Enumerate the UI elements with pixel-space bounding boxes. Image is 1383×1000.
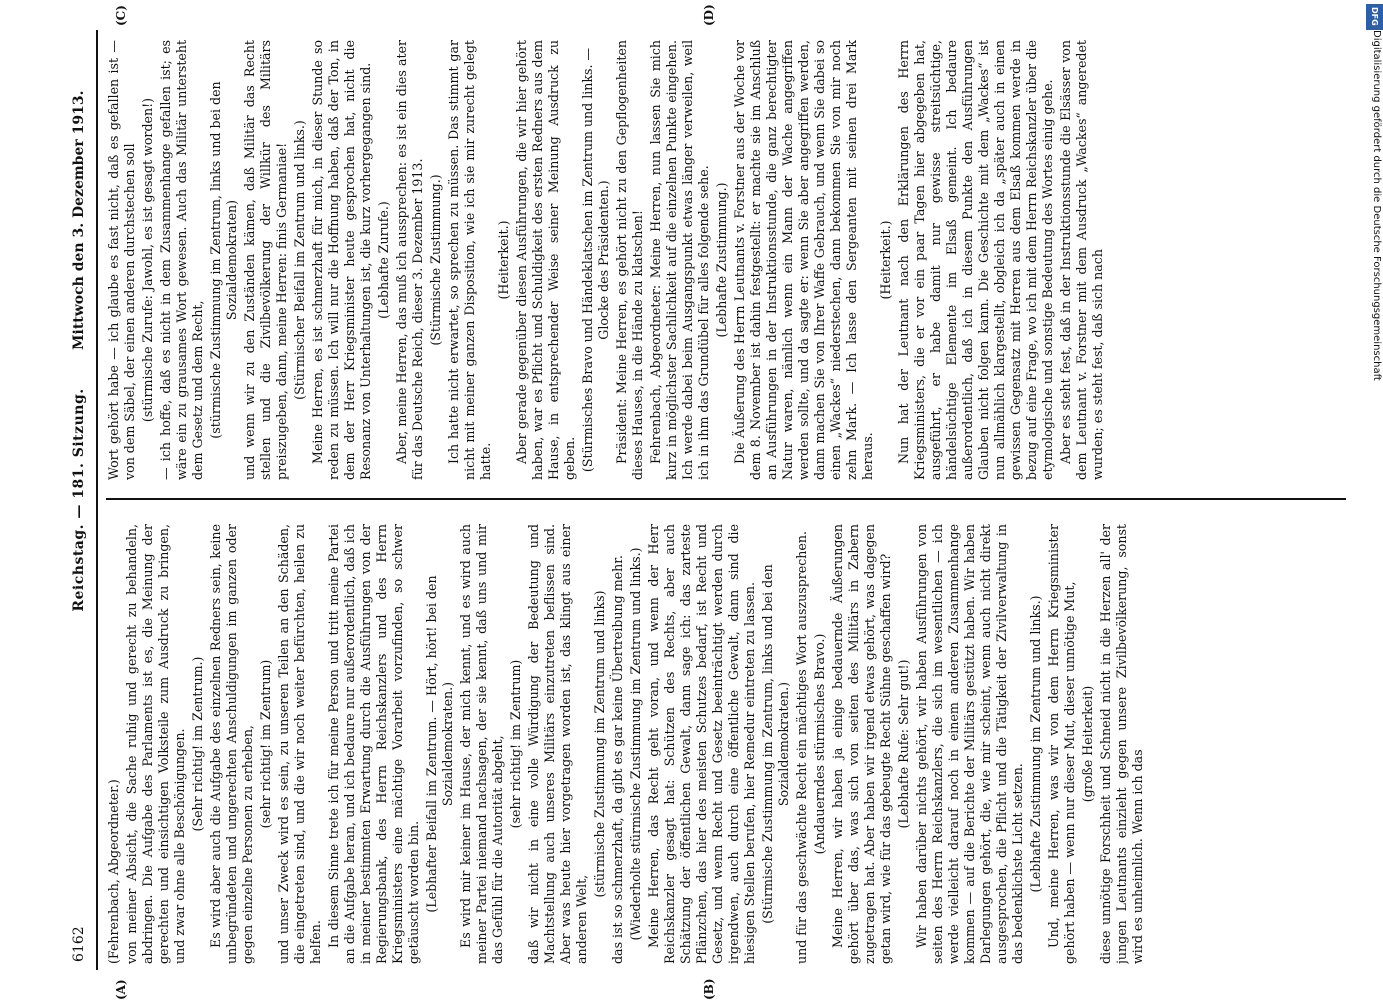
left-column xyxy=(106,524,1346,964)
interjection: (Lebhafte Zustimmung.) xyxy=(714,182,729,338)
paragraph: das ist so schmerzhaft, da gibt es gar keine Übertreibung mehr. xyxy=(610,555,625,964)
paragraph: — ich hoffe, daß es nicht in dem Zusammenhange gefallen ist; es wäre ein zu grausames Wort gewesen. Auch das Militär untersteht dem Gesetz und dem Recht, xyxy=(158,40,205,480)
interjection: (sehr richtig! im Zentrum) xyxy=(508,659,523,829)
interjection: (Lebhafte Zurufe.) xyxy=(376,201,391,319)
right-column xyxy=(106,40,1346,480)
paragraph: Es wird mir keiner im Hause, der mich kennt, und es wird auch meiner Partei niemand nachsagen, der sie kennt, daß uns und mir das Gefühl für die Autorität abgeht, xyxy=(458,524,505,964)
paragraph: Die Äußerung des Herrn Leutnants v. Forstner aus der Woche vor dem 8. November ist dahin festgestellt: er machte sie im Anschluß an Ausführungen in der Instruktionsstunde, die ganz berechtigter Natur waren, nämlich wenn ein Mann der Wache angegriffen werden sollte, und da sagte er: wenn Sie aber angegriffen werden, dann machen Sie von Ihrer Waffe Gebrauch, und wenn Sie dabei so einen „Wackes“ niederstechen, dann bekommen Sie von mir noch zehn Mark. — Ich lasse den Sergeanten mit seinen drei Mark heraus. xyxy=(732,40,875,480)
paragraph: Wort gehört habe — ich glaube es fast nicht, daß es gefallen ist — von dem Säbel, der einen anderen durchstechen soll xyxy=(106,40,137,480)
credit-text: Digitalisierung gefördert durch die Deutsche Forschungsgemeinschaft xyxy=(1371,30,1382,381)
paragraph: (Fehrenbach, Abgeordneter.) xyxy=(106,779,121,964)
paragraph: daß wir nicht in eine volle Würdigung der Bedeutung und Machtstellung auch unseres Militärs einzutreten beflissen sind. Aber was heute hier vorgetragen worden ist, das klingt aus einer anderen Welt, xyxy=(526,524,589,964)
session-date: Mittwoch den 3. Dezember 1913. xyxy=(71,90,87,350)
interjection: (Lebhafter Beifall im Zentrum. — Hört, hört! bei den Sozialdemokraten.) xyxy=(424,575,455,913)
interjection: (Sehr richtig! im Zentrum.) xyxy=(190,656,205,832)
interjection: (stürmische Zustimmung im Zentrum, links und bei den Sozialdemokraten) xyxy=(208,81,239,439)
interjection: (Stürmische Zustimmung im Zentrum, links und bei den Sozialdemokraten.) xyxy=(760,564,791,924)
interjection: (Stürmische Zustimmung.) xyxy=(428,174,443,346)
interjection: (Stürmisches Bravo und Händeklatschen im Zentrum und links. — Glocke des Präsidenten.) xyxy=(580,47,611,473)
paragraph: Meine Herren, es ist schmerzhaft für mich, in dieser Stunde so reden zu müssen. Ich will nur die Hoffnung haben, daß der Ton, in dem der Herr Kriegsminister heute gesprochen hat, nicht die Resonanz von Unterhaltungen ist, die kurz vorhergegangen sind. xyxy=(310,40,373,480)
margin-marker-b: (B) xyxy=(702,978,716,1000)
page-header xyxy=(62,30,98,970)
paragraph: Und, meine Herren, was wir von dem Herrn Kriegsminister gehört haben — wenn nur dieser Mut, dieser unnötige Mut, xyxy=(1046,524,1077,964)
interjection: (stürmische Zustimmung im Zentrum und links) xyxy=(592,590,607,898)
page-title: Reichstag. — 181. Sitzung. xyxy=(71,388,87,612)
interjection: (stürmische Zurufe: Jawohl, es ist gesagt worden!) xyxy=(140,97,155,423)
digitization-credit xyxy=(1370,30,1383,430)
paragraph: Aber gerade gegenüber diesen Ausführungen, die wir hier gehört haben, war es Pflicht und Schuldigkeit des ersten Redners aus dem Hause, in entsprechender Weise seiner Meinung Ausdruck zu geben. xyxy=(514,40,577,480)
column-divider xyxy=(106,498,1346,500)
paragraph: und wenn wir zu den Zuständen kämen, daß Militär das Recht stellen und die Zivilbevölkerung der Willkür des Militärs preiszugeben, dann, meine Herren: finis Germaniae! xyxy=(242,40,289,480)
paragraph: Aber es steht fest, daß in der Instruktionsstunde die Elsässer von dem Leutnant v. Forstner mit dem Ausdruck „Wackes“ angeredet wurden; es steht fest, daß sich nach xyxy=(1058,40,1105,480)
page-number: 6162 xyxy=(71,926,87,962)
interjection: (Stürmischer Beifall im Zentrum und links.) xyxy=(292,120,307,400)
interjection: (große Heiterkeit) xyxy=(1080,685,1095,803)
interjection: (Lebhafte Rufe: Sehr gut!) xyxy=(896,659,911,829)
paragraph: Aber, meine Herren, das muß ich aussprechen: es ist ein dies ater für das Deutsche Reich, dieser 3. Dezember 1913. xyxy=(394,40,425,480)
interjection: (Wiederholte stürmische Zustimmung im Zentrum und links.) xyxy=(628,547,643,941)
margin-marker-c: (C) xyxy=(114,5,128,26)
margin-marker-a: (A) xyxy=(114,979,128,1000)
paragraph: und für das geschwächte Recht ein mächtiges Wort auszusprechen. xyxy=(794,531,809,964)
paragraph: Fehrenbach, Abgeordneter: Meine Herren, nun lassen Sie mich kurz in möglichster Sachlichkeit auf die einzelnen Punkte eingehen. Ich werde dabei beim Ausgangspunkt etwas länger verweilen, weil ich in ihm das Grundübel für alles folgende sehe. xyxy=(648,40,711,480)
paragraph: Meine Herren, wir haben ja einige bedauernde Äußerungen gehört über das, was sich von seiten des Militärs in Zabern zugetragen hat. Aber haben wir irgend etwas gehört, was dagegen getan wird, wie für das gebeugte Recht Sühne geschaffen wird? xyxy=(830,524,893,964)
dfg-logo: DFG xyxy=(1366,4,1383,30)
interjection: (Heiterkeit.) xyxy=(496,220,511,300)
paragraph: und unser Zweck wird es sein, zu unseren Teilen an den Schäden, die eingetreten sind, und die wir noch weiter befürchten, heilen zu helfen. xyxy=(276,524,323,964)
interjection: (Lebhafte Zustimmung im Zentrum und links.) xyxy=(1028,595,1043,893)
interjection: (Heiterkeit.) xyxy=(878,220,893,300)
paragraph: Wir haben darüber nichts gehört, wir haben Ausführungen von seiten des Herrn Reichskanzlers, die sich im wesentlichen — ich werde vielleicht darauf noch in einem anderen Zusammenhange kommen — auf die Berichte der Militärs gestützt haben. Wir haben Darlegungen gehört, die, wie mir scheint, wenn auch nicht direkt ausgesprochen, die Pflicht und die Tätigkeit der Zivilverwaltung in das bedenklichste Licht setzen. xyxy=(914,524,1025,964)
paragraph: Es wird aber auch die Aufgabe des einzelnen Redners sein, keine unbegründeten und ungerechten Anschuldigungen im ganzen oder gegen einzelne Personen zu erheben, xyxy=(208,524,255,964)
paragraph: Präsident: Meine Herren, es gehört nicht zu den Gepflogenheiten dieses Hauses, in die Hände zu klatschen! xyxy=(614,40,645,480)
paragraph: Meine Herren, das Recht geht voran, und wenn der Herr Reichskanzler gesagt hat: Schützen des Rechts, aber auch Schätzung der öffentlichen Gewalt, dann sage ich: das zarteste Pflänzchen, das hier des meisten Schutzes bedarf, ist Recht und Gesetz, und wenn Recht und Gesetz beeinträchtigt werden durch irgendwen, auch durch eine öffentliche Gewalt, dann sind die hiesigen Stellen berufen, hier Remedur eintreten zu lassen. xyxy=(646,524,757,964)
paragraph: Nun hat der Leutnant nach den Erklärungen des Herrn Kriegsministers, die er vor ein paar Tagen hier abgegeben hat, ausgeführt, er habe damit nur gewisse streitsüchtige, händelsüchtige Elemente im Elsaß gemeint. Ich bedaure außerordentlich, daß ich in diesem Punkte den Ausführungen Glauben nicht folgen kann. Die Geschichte mit dem „Wackes“ ist nun allmählich klargestellt, obgleich ich da „später auch in einen gewissen Gegensatz mit Herren aus dem Elsaß kommen werde in bezug auf eine Frage, wo ich mit dem Herrn Reichskanzler über die etymologische und sonstige Bedeutung des Wortes einig gehe. xyxy=(896,40,1055,480)
rotated-page-content xyxy=(62,4,1352,1000)
paragraph: Ich hatte nicht erwartet, so sprechen zu müssen. Das stimmt gar nicht mit meiner ganzen Disposition, wie ich sie mir zurecht gelegt hatte. xyxy=(446,40,493,480)
margin-marker-d: (D) xyxy=(702,4,716,26)
interjection: (Andauerndes stürmisches Bravo.) xyxy=(812,633,827,855)
paragraph: In diesem Sinne trete ich für meine Person und tritt meine Partei an die Aufgabe heran, und ich bedaure nur außerordentlich, daß ich in meiner bestimmten Erwartung durch die Ausführungen von der Regierungsbank, des Herrn Reichskanzlers und des Herrn Kriegsministers eine mächtige Vorarbeit vorzufinden, so schwer getäuscht worden bin. xyxy=(326,524,421,964)
paragraph: diese unnötige Forschheit und Schneid nicht in die Herzen all' der jungen Leutnants einzieht gegen unsere Zivilbevölkerung, sonst wird es unheimlich. Wenn ich das xyxy=(1098,524,1145,964)
interjection: (sehr richtig! im Zentrum) xyxy=(258,659,273,829)
paragraph: von meiner Absicht, die Sache ruhig und gerecht zu behandeln, abdringen. Die Aufgabe des Parlaments ist es, die Meinung der gerechten und einsichtigen Volksteile zum Ausdruck zu bringen, und zwar ohne alle Beschönigungen. xyxy=(124,524,187,964)
